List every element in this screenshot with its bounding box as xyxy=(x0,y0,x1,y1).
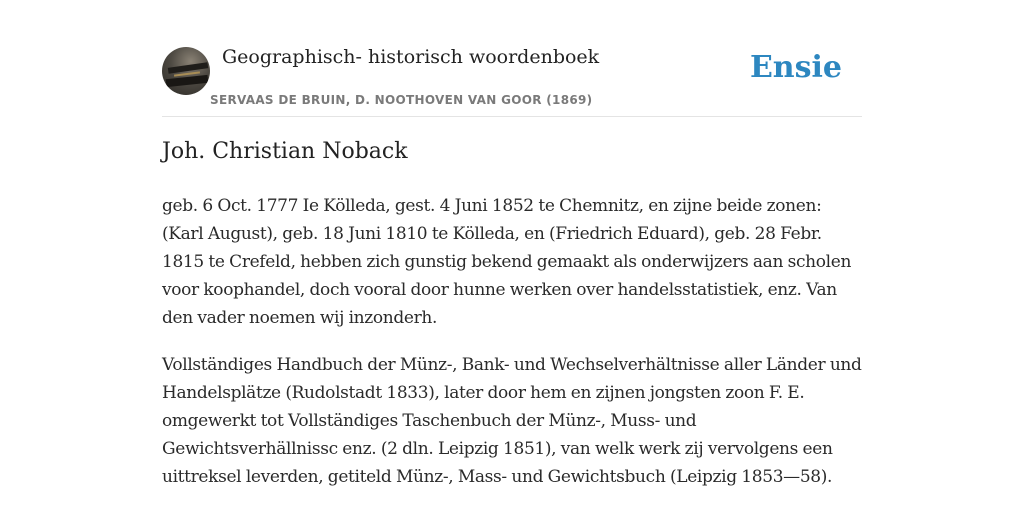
source-authors: SERVAAS DE BRUIN, D. NOOTHOVEN VAN GOOR (1869) xyxy=(210,93,593,107)
source-avatar[interactable] xyxy=(162,47,210,95)
source-title[interactable]: Geographisch- historisch woordenboek xyxy=(222,46,600,68)
source-header xyxy=(162,46,862,117)
entry-title: Joh. Christian Noback xyxy=(162,139,408,164)
ensie-logo[interactable]: Ensie xyxy=(749,50,842,85)
entry-body xyxy=(162,192,862,510)
book-spine-icon xyxy=(166,75,209,87)
entry-paragraph: Vollständiges Handbuch der Münz-, Bank- und Wechselverhältnisse aller Länder und Handelsplätze (Rudolstadt 1833), later door hem en zijnen jongsten zoon F. E. omgewerkt tot Vollständiges Taschenbuch der Münz-, Muss- und Gewichtsverhällnissc enz. (2 dln. Leipzig 1851), van welk werk zij vervolgens een uittreksel leverden, getiteld Münz-, Mass- und Gewichtsbuch (Leipzig 1853—58). xyxy=(162,355,862,487)
entry-paragraph: geb. 6 Oct. 1777 Ie Kölleda, gest. 4 Juni 1852 te Chemnitz, en zijne beide zonen: (Karl August), geb. 18 Juni 1810 te Kölleda, en (Friedrich Eduard), geb. 28 Febr. 1815 te Crefeld, hebben zich gunstig bekend gemaakt als onderwijzers aan scholen voor koophandel, doch vooral door hunne werken over handelsstatistiek, enz. Van den vader noemen wij inzonderh. xyxy=(162,196,852,328)
